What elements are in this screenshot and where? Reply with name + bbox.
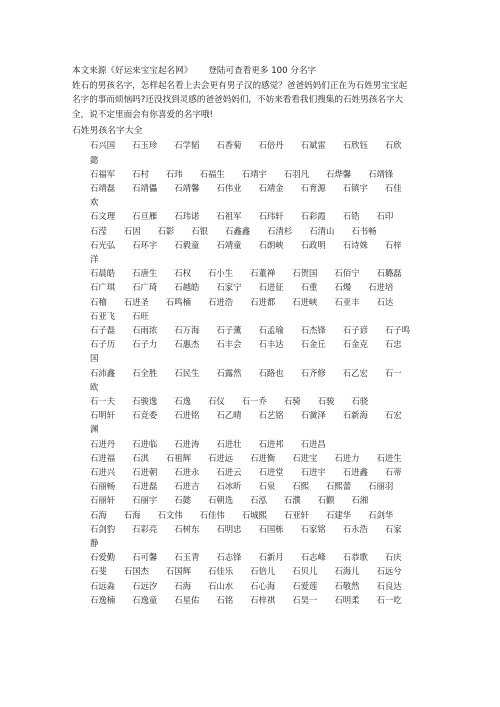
name-item: 石杰锋 (300, 325, 326, 336)
name-item: 石清山 (309, 225, 335, 236)
name-item: 石进福 (90, 452, 116, 463)
name-item: 石新月 (258, 552, 284, 563)
name-item: 石亘雁 (132, 211, 158, 222)
intro-paragraph (72, 64, 436, 122)
name-item: 石越皓 (174, 282, 200, 293)
name-item: 石金丘 (300, 339, 326, 350)
name-item: 石淇 (132, 452, 149, 463)
name-item: 石进朝 (132, 467, 158, 478)
name-row (72, 437, 436, 451)
name-item: 石进昌 (300, 438, 326, 449)
name-item: 石进宝 (292, 452, 318, 463)
intro-line: 姓石的男孩名字，怎样起名看上去会更有男子汉的感觉？爸爸妈妈们正在为石姓男宝宝起 (72, 80, 408, 91)
name-item: 石政明 (300, 239, 326, 250)
name-row (72, 493, 436, 507)
name-item: 石熙蕾 (326, 481, 352, 492)
name-item: 石诗姝 (342, 239, 368, 250)
name-item: 石广琦 (132, 282, 158, 293)
name-item: 石滢 (90, 225, 107, 236)
name-item: 石稽 (90, 296, 107, 307)
name-item: 石丰达 (258, 339, 284, 350)
name-item: 石山水 (208, 580, 234, 591)
name-row (72, 366, 436, 380)
name-item: 石丰会 (216, 339, 242, 350)
name-item: 石万海 (174, 325, 200, 336)
name-item: 石佰宁 (334, 268, 360, 279)
source-text: 本文来源《好运来宝宝起名网》 (72, 66, 193, 76)
name-item: 石齐修 (300, 367, 326, 378)
name-item: 石全胜 (132, 367, 158, 378)
name-item: 石彩霞 (300, 211, 326, 222)
name-item: 石黉泽 (300, 410, 326, 421)
name-item: 石明柔 (334, 594, 360, 605)
name-item: 石广琪 (90, 282, 116, 293)
name-item: 石鑫鑫 (225, 225, 251, 236)
name-item: 石竞委 (132, 410, 158, 421)
name-row (72, 593, 436, 607)
name-item: 石进铭 (174, 410, 200, 421)
name-item: 欢 (90, 197, 99, 208)
intro-line: 全，说不定里面会有你喜爱的名字哦! (72, 109, 213, 120)
name-item: 石璐磊 (376, 268, 402, 279)
name-item: 石泓 (250, 495, 267, 506)
name-item: 石路也 (258, 367, 284, 378)
name-row (72, 465, 436, 479)
name-item: 石骏逸 (132, 396, 158, 407)
name-item: 石斐 (90, 566, 107, 577)
name-item: 石唐生 (132, 268, 158, 279)
name-item: 石骁 (351, 396, 369, 407)
name-item: 石锆 (342, 211, 360, 222)
name-row (72, 323, 436, 337)
name-item: 石毅童 (174, 239, 200, 250)
name-item: 石朗峡 (258, 239, 284, 250)
name-row (72, 522, 436, 536)
name-item: 石玮诺 (174, 211, 200, 222)
name-item: 石进吉 (174, 481, 200, 492)
name-item: 国 (90, 353, 99, 364)
name-item: 石家宁 (216, 282, 242, 293)
name-item: 石彩亮 (132, 523, 158, 534)
name-item: 石进圣 (123, 296, 149, 307)
name-item: 石进丹 (90, 438, 116, 449)
name-row (72, 181, 436, 195)
header-line (72, 64, 436, 79)
name-item: 石昊一 (292, 594, 318, 605)
name-item: 石子磊 (90, 325, 116, 336)
name-item: 石倍丹 (258, 140, 284, 151)
name-item: 石佳乐 (208, 566, 234, 577)
names-list (72, 138, 436, 607)
name-item: 石玉珍 (132, 140, 158, 151)
name-item: 石心海 (250, 580, 276, 591)
name-item: 石子力 (132, 339, 158, 350)
name-item: 石良达 (376, 580, 402, 591)
name-item: 石熳 (334, 282, 352, 293)
login-note: 登陆可查看更多 100 分名字 (208, 66, 317, 76)
name-item: 石兴国 (90, 140, 116, 151)
name-row (72, 252, 436, 266)
name-item: 石佳伟 (199, 509, 225, 520)
name-item: 石永浩 (342, 523, 368, 534)
name-item: 欧 (90, 381, 99, 392)
name-item: 石敬然 (334, 580, 360, 591)
name-row (72, 266, 436, 280)
name-item: 石贝儿 (292, 566, 318, 577)
name-item: 石国辉 (165, 566, 191, 577)
name-item: 石董禅 (250, 268, 276, 279)
name-item: 石靖磊 (90, 182, 116, 193)
name-item: 石孟瑜 (258, 325, 284, 336)
name-row (72, 209, 436, 223)
name-item: 石泉 (258, 481, 276, 492)
name-item: 石志峰 (300, 552, 326, 563)
name-item: 石丽羽 (368, 481, 394, 492)
name-item: 石忠 (384, 339, 402, 350)
name-row (72, 337, 436, 351)
name-item: 静 (90, 538, 99, 549)
name-item: 石梓 (384, 239, 402, 250)
name-item: 石一乔 (241, 396, 267, 407)
name-item: 石进磊 (132, 481, 158, 492)
name-row (72, 394, 436, 408)
name-item: 石亚丰 (334, 296, 360, 307)
name-item: 石进永 (174, 467, 200, 478)
name-item: 石丽轩 (90, 495, 116, 506)
name-item: 石逸童 (132, 594, 158, 605)
name-item: 石海 (123, 509, 141, 520)
name-item: 石海 (174, 580, 191, 591)
name-item: 石冰昕 (216, 481, 242, 492)
name-item: 石进邦 (258, 438, 284, 449)
name-row (72, 380, 436, 394)
name-item: 石明轩 (90, 410, 116, 421)
name-item: 石剑豹 (90, 523, 116, 534)
name-item: 石祖军 (216, 211, 242, 222)
name-item: 石欣钰 (342, 140, 368, 151)
name-item: 石旺 (132, 310, 149, 321)
name-item: 石露然 (216, 367, 242, 378)
name-item: 石进兴 (90, 467, 116, 478)
name-item: 石丽畅 (90, 481, 116, 492)
name-item: 石庆 (384, 552, 402, 563)
name-item: 石靖馨 (174, 182, 200, 193)
name-item: 石烨馨 (326, 168, 352, 179)
name-item: 石亚飞 (90, 310, 116, 321)
name-row (72, 195, 436, 209)
name-item: 石星佑 (174, 594, 200, 605)
name-row (72, 579, 436, 593)
name-item: 石权 (174, 268, 191, 279)
name-item: 石进征 (258, 282, 284, 293)
name-item: 石颧 (317, 495, 335, 506)
name-row (72, 167, 436, 181)
intro-line: 名字的事而烦恼吗?还没找到灵感的爸爸妈妈们，不妨来看看我们搜集的石姓男孩名字大 (72, 95, 404, 106)
name-item: 石重 (300, 282, 318, 293)
name-item: 石蒂 (384, 467, 402, 478)
name-item: 石国杰 (123, 566, 149, 577)
name-item: 石海 (90, 509, 107, 520)
name-item: 石靖儡 (132, 182, 158, 193)
name-item: 懿 (90, 154, 99, 165)
name-item: 石香菊 (216, 140, 242, 151)
name-item: 石家铭 (300, 523, 326, 534)
name-item: 石佳 (384, 182, 402, 193)
name-item: 石一 (384, 367, 402, 378)
name-row (72, 422, 436, 436)
name-item: 石远兮 (376, 566, 402, 577)
name-item: 石明忠 (216, 523, 242, 534)
name-item: 石羽凡 (283, 168, 309, 179)
name-item: 石逸楠 (90, 594, 116, 605)
name-item: 石村 (132, 168, 149, 179)
name-item: 石建华 (326, 509, 352, 520)
name-item: 石进都 (250, 296, 276, 307)
name-item: 石环宇 (132, 239, 158, 250)
name-row (72, 153, 436, 167)
name-item: 石亚轩 (283, 509, 309, 520)
name-item: 石沛鑫 (90, 367, 116, 378)
name-item: 石贺国 (292, 268, 318, 279)
name-row (72, 564, 436, 578)
name-item: 石靖金 (258, 182, 284, 193)
name-row (72, 238, 436, 252)
name-item: 石梓祺 (250, 594, 276, 605)
name-item: 石倍儿 (250, 566, 276, 577)
name-item: 石玮 (165, 168, 183, 179)
name-item: 石熙 (292, 481, 309, 492)
name-item: 石镇宇 (342, 182, 368, 193)
name-item: 石进堂 (258, 467, 284, 478)
name-item: 石进生 (376, 452, 402, 463)
name-item: 石玮轩 (258, 211, 284, 222)
name-item: 石书畅 (351, 225, 377, 236)
name-item: 石靖锋 (368, 168, 394, 179)
name-item: 石铭 (216, 594, 234, 605)
name-item: 石艺铭 (258, 410, 284, 421)
name-item: 石可馨 (132, 552, 158, 563)
name-item: 石子薰 (216, 325, 242, 336)
name-item: 石城熙 (241, 509, 267, 520)
name-item: 石仪 (208, 396, 225, 407)
name-item: 石祖辉 (165, 452, 191, 463)
name-row (72, 408, 436, 422)
name-item: 石进峡 (292, 296, 318, 307)
name-item: 石剑华 (368, 509, 394, 520)
name-item: 石骑 (283, 396, 301, 407)
name-item: 石懿 (174, 495, 191, 506)
name-item: 石子历 (90, 339, 116, 350)
name-item: 石爱勤 (90, 552, 116, 563)
name-item: 石进鑫 (342, 467, 368, 478)
name-row (72, 295, 436, 309)
name-item: 石子谚 (342, 325, 368, 336)
name-item: 石丽宇 (132, 495, 158, 506)
name-item: 石文伟 (157, 509, 183, 520)
name-item: 石进云 (216, 467, 242, 478)
name-item: 石子鸣 (384, 325, 410, 336)
name-item: 石民生 (174, 367, 200, 378)
name-item: 石靖宇 (241, 168, 267, 179)
name-item: 石银 (191, 225, 208, 236)
name-row (72, 508, 436, 522)
name-item: 石一吃 (376, 594, 402, 605)
name-item: 石进培 (368, 282, 394, 293)
name-item: 石国栋 (258, 523, 284, 534)
name-row (72, 224, 436, 238)
name-item: 石逸 (174, 396, 191, 407)
name-row (72, 451, 436, 465)
name-item: 石进浩 (208, 296, 234, 307)
name-item: 石一夫 (90, 396, 116, 407)
name-item: 石远淼 (90, 580, 116, 591)
name-item: 石家 (384, 523, 402, 534)
name-item: 石鸣楠 (165, 296, 191, 307)
name-item: 石学韬 (174, 140, 200, 151)
name-row (72, 479, 436, 493)
name-item: 石海儿 (334, 566, 360, 577)
name-item: 石进力 (334, 452, 360, 463)
name-row (72, 351, 436, 365)
name-item: 石骏 (317, 396, 335, 407)
name-item: 洋 (90, 254, 99, 264)
name-row (72, 309, 436, 323)
name-item: 渊 (90, 424, 99, 435)
name-item: 石清杉 (267, 225, 293, 236)
name-item: 石光弘 (90, 239, 116, 250)
name-item: 石金克 (342, 339, 368, 350)
name-item: 石宏 (384, 410, 402, 421)
name-item: 石伟业 (216, 182, 242, 193)
name-item: 石湘 (351, 495, 369, 506)
name-item: 石文理 (90, 211, 116, 222)
name-item: 石晨皓 (90, 268, 116, 279)
name-item: 石朝选 (208, 495, 234, 506)
name-item: 石乙晴 (216, 410, 242, 421)
name-item: 石靖童 (216, 239, 242, 250)
name-item: 石新海 (342, 410, 368, 421)
name-item: 石育源 (300, 182, 326, 193)
name-item: 石欣 (384, 140, 402, 151)
name-row (72, 536, 436, 550)
name-item: 石进远 (208, 452, 234, 463)
name-item: 石恭歌 (342, 552, 368, 563)
name-item: 石进临 (132, 438, 158, 449)
name-item: 石福生 (199, 168, 225, 179)
name-item: 石进衡 (250, 452, 276, 463)
name-item: 石达 (376, 296, 394, 307)
name-row (72, 138, 436, 152)
name-item: 石雨浓 (132, 325, 158, 336)
name-item: 石玉青 (174, 552, 200, 563)
name-item: 石福军 (90, 168, 116, 179)
name-item: 石爱莲 (292, 580, 318, 591)
name-item: 石远汐 (132, 580, 158, 591)
name-item: 石小生 (208, 268, 234, 279)
name-item: 石印 (376, 211, 394, 222)
name-item: 石树东 (174, 523, 200, 534)
name-row (72, 280, 436, 294)
name-item: 石进壮 (216, 438, 242, 449)
name-item: 石因 (123, 225, 141, 236)
name-item: 石影 (157, 225, 175, 236)
name-item: 石惠杰 (174, 339, 200, 350)
name-item: 石进涛 (174, 438, 200, 449)
name-item: 石志锋 (216, 552, 242, 563)
name-item: 石濮 (283, 495, 301, 506)
name-item: 石乙宏 (342, 367, 368, 378)
section-title: 石姓男孩名字大全 (72, 126, 143, 137)
name-row (72, 550, 436, 564)
name-item: 石进宇 (300, 467, 326, 478)
name-item: 石斌雷 (300, 140, 326, 151)
